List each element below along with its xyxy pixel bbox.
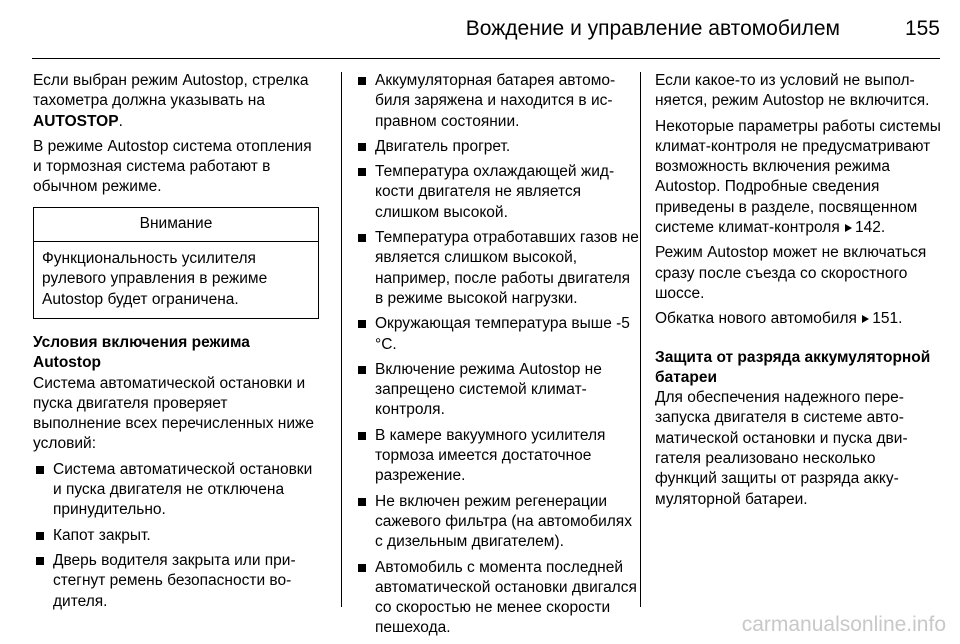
paragraph-battery-protection: Для обеспечения надежного перезапуска двигателя в системе автоматической остановки и пуска двигателя реализовано несколько функций защиты от разряда аккумуляторной батареи. [655, 389, 908, 508]
list-item: Не включен режим регенерации сажевого фильтра (на автомобилях с дизельным двигателем). [355, 492, 641, 553]
paragraph-highway-exit: Режим Autostop может не включаться сразу после съезда со скоростного шоссе. [655, 244, 927, 302]
watermark: carmanualsonline.info [741, 613, 946, 636]
paragraph-heating-braking: В режиме Autostop система отопления и тормозная система работают в обычном режиме. [33, 137, 312, 196]
list-item: Капот закрыт. [33, 526, 319, 546]
list-item: В камере вакуумного усилителя тормоза имеется достаточное разрежение. [355, 426, 641, 487]
list-item: Дверь водителя закрыта или пристегнут ремень безопасности водителя. [33, 551, 319, 612]
page-title: Вождение и управление автомобилем [465, 17, 840, 40]
notice-body: Функциональность усилителя рулевого управления в режиме Autostop будет ограничена. [42, 250, 268, 308]
list-item: Автомобиль с момента последней автоматической остановки двигался со скоростью не менее скорости пешехода. [355, 558, 641, 639]
column-2 [355, 71, 641, 644]
notice-box [33, 207, 319, 319]
header-rule [32, 58, 940, 59]
section-heading-autostop-conditions: Условия включения режима Autostop [33, 333, 250, 372]
list-item: Температура отработавших газов не является слишком высокой, например, после работы двигателя в режиме высокой нагрузки. [355, 228, 641, 309]
section-heading-battery-protection: Защита от разряда аккумуляторной батареи [655, 348, 931, 386]
list-item: Двигатель прогрет. [355, 137, 641, 157]
autostop-label: AUTOSTOP [33, 112, 119, 130]
page-number: 155 [904, 17, 940, 40]
page-reference-link[interactable]: 142 [855, 219, 881, 237]
paragraph-break-in: Обкатка нового автомобиля 151. [655, 310, 903, 328]
paragraph-conditions-not-met: Если какое-то из условий не выполняется, режим Autostop не включится. [655, 72, 930, 110]
page-reference-link[interactable]: 151 [872, 310, 899, 328]
conditions-list-2 [355, 71, 641, 639]
page-reference-arrow-icon [862, 315, 869, 323]
paragraph-climate-control: Некоторые параметры работы системы климат-контроля не предусматривают возможность включения режима Autostop. Подробные сведения приведены в разделе, посвященном системе климат-контроля 142. [655, 117, 941, 237]
column-3 [655, 71, 941, 515]
column-1 [33, 71, 319, 617]
page-reference-arrow-icon [845, 224, 852, 232]
list-item: Окружающая температура выше -5 °C. [355, 314, 641, 355]
paragraph-autostop-tachometer: Если выбран режим Autostop, стрелка тахометра должна указывать на AUTOSTOP. [33, 72, 309, 130]
list-item: Аккумуляторная батарея автомобиля заряжена и находится в исправном состоянии. [355, 71, 641, 132]
list-item: Включение режима Autostop не запрещено системой климат-контроля. [355, 360, 641, 421]
notice-title: Внимание [34, 208, 318, 242]
conditions-list-1 [33, 460, 319, 612]
column-divider-left [341, 72, 342, 607]
paragraph-conditions-intro: Система автоматической остановки и пуска двигателя проверяет выполнение всех перечисленных ниже условий: [33, 374, 314, 453]
list-item: Система автоматической остановки и пуска двигателя не отключена принудительно. [33, 460, 319, 521]
list-item: Температура охлаждающей жидкости двигателя не является слишком высокой. [355, 162, 641, 223]
